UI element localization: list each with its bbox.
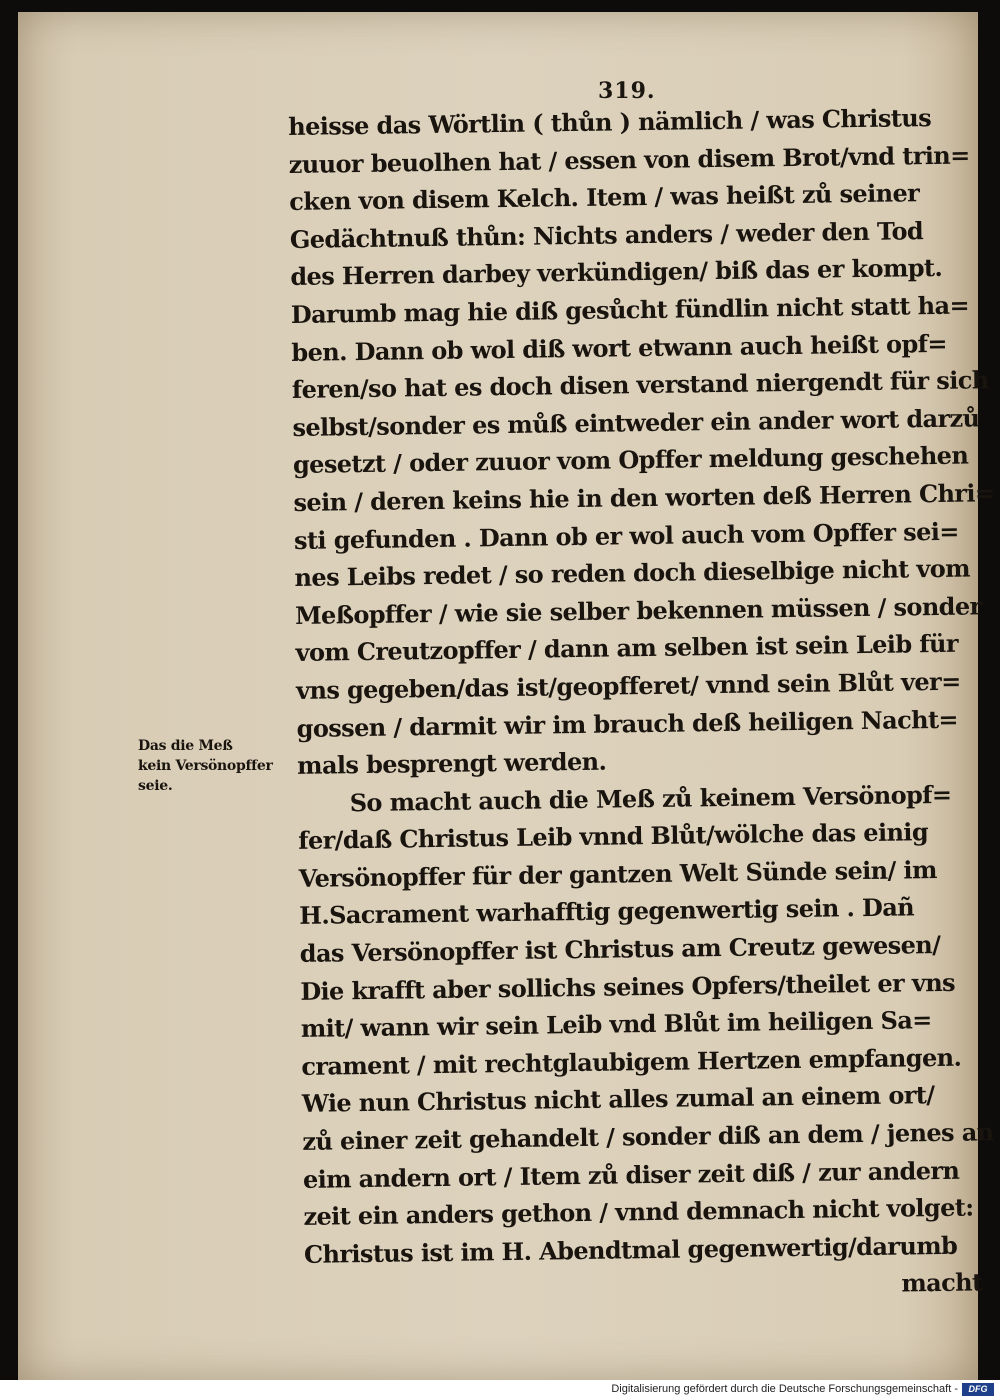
text-line: sein / deren keins hie in den worten deß Herren Chri=: [293, 478, 995, 517]
text-line: Meßopffer / wie sie selber bekennen müssen / sonder: [294, 591, 982, 630]
text-line: das Versönopffer ist Christus am Creutz gewesen/: [299, 930, 941, 968]
text-line: mit/ wann wir sein Leib vnd Blůt im heiligen Sa=: [300, 1005, 932, 1044]
text-line: Die krafft aber sollichs seines Opfers/theilet er vns: [300, 967, 956, 1006]
text-line: crament / mit rechtglaubigem Hertzen empfangen.: [301, 1042, 962, 1081]
text-line: Gedächtnuß thůn: Nichts anders / weder den Tod: [289, 215, 924, 254]
margin-note-line: kein Versönopffer: [138, 758, 273, 774]
catchword: macht: [901, 1267, 983, 1298]
page-number: 319.: [598, 78, 656, 104]
text-line: sti gefunden . Dann ob er wol auch vom Opffer sei=: [293, 516, 959, 555]
text-line: heisse das Wörtlin ( thůn ) nämlich / was Christus: [288, 103, 932, 141]
text-line: So macht auch die Meß zů keinem Versönopf=: [349, 779, 952, 817]
text-line: zeit ein anders gethon / vnnd demnach nicht volget:: [303, 1192, 974, 1232]
text-line: vom Creutzopffer / dann am selben ist sein Leib für: [295, 629, 959, 668]
main-text-block: [288, 98, 995, 1311]
margin-note-line: seie.: [138, 778, 173, 794]
text-line: gesetzt / oder zuuor vom Opffer meldung geschehen: [292, 440, 969, 480]
text-line: Versönopffer für der gantzen Welt Sünde sein/ im: [298, 854, 937, 893]
text-line: nes Leibs redet / so reden doch dieselbige nicht vom: [294, 553, 971, 593]
text-line: feren/so hat es doch disen verstand niergendt für sich: [291, 365, 989, 405]
text-line: ben. Dann ob wol diß wort etwann auch heißt opf=: [291, 328, 948, 367]
text-line: zů einer zeit gehandelt / sonder diß an dem / jenes an: [302, 1117, 994, 1156]
margin-note-line: Das die Meß: [138, 738, 233, 754]
dfg-logo-icon: DFG: [962, 1383, 994, 1396]
text-line: fer/daß Christus Leib vnnd Blůt/wölche das einig: [298, 817, 929, 856]
text-line: Darumb mag hie diß gesůcht fündlin nicht statt ha=: [290, 290, 970, 329]
text-line: H.Sacrament warhafftig gegenwertig sein . Dañ: [299, 892, 915, 931]
text-line: Christus ist im H. Abendtmal gegenwertig/darumb: [303, 1230, 958, 1269]
margin-note: [138, 736, 298, 796]
text-line: eim andern ort / Item zů diser zeit diß / zur andern: [302, 1155, 960, 1194]
footer-credit: Digitalisierung gefördert durch die Deutsche Forschungsgemeinschaft -: [611, 1383, 958, 1395]
text-line: mals besprengt werden.: [296, 746, 607, 781]
text-line: zuuor beuolhen hat / essen von disem Brot/vnd trin=: [288, 140, 970, 179]
text-line: vns gegeben/das ist/geopfferet/ vnnd sein Blůt ver=: [295, 666, 961, 705]
text-line: gossen / darmit wir im brauch deß heiligen Nacht=: [296, 704, 959, 743]
text-line: des Herren darbey verkündigen/ biß das er kompt.: [290, 253, 943, 292]
footer-bar: [0, 1380, 1000, 1400]
text-line: cken von disem Kelch. Item / was heißt zů seiner: [289, 178, 920, 217]
text-line: selbst/sonder es můß eintweder ein ander wort darzů: [292, 403, 980, 442]
text-line: Wie nun Christus nicht alles zumal an einem ort/: [301, 1080, 935, 1119]
